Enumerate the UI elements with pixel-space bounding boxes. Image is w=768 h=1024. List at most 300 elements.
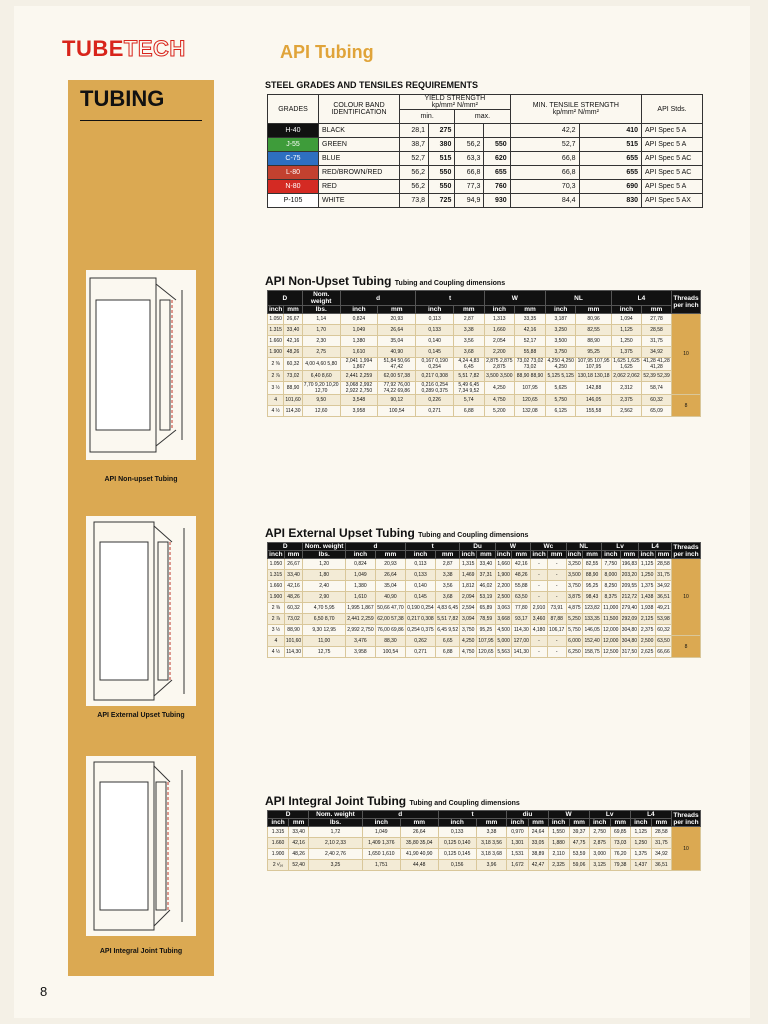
table-cell: 12,000	[601, 625, 620, 636]
table-cell: 62,00 57,38	[378, 371, 416, 382]
integral-group-header: W	[548, 811, 589, 819]
table-cell: 101,60	[284, 636, 303, 647]
table-cell: 142,88	[576, 382, 611, 395]
table-cell: 35,80 35,04	[400, 838, 438, 849]
table-cell: -	[547, 592, 566, 603]
nonupset-unit-header: inch	[611, 306, 641, 314]
table-cell: 0,824	[340, 314, 377, 325]
table-cell: 155,58	[576, 406, 611, 417]
table-cell: 1,70	[302, 325, 340, 336]
table-cell: 9,30 12,95	[303, 625, 346, 636]
table-cell: 0,145	[416, 347, 453, 358]
table-cell: 35,04	[375, 581, 405, 592]
external-upset-title: API External Upset Tubing Tubing and Coupling dimensions	[265, 526, 529, 540]
external-group-header: Nom. weight	[304, 543, 344, 550]
table-cell: 82,55	[583, 559, 602, 570]
table-row	[268, 603, 701, 614]
external-unit-header: inch	[405, 551, 435, 559]
table-cell: 2,110	[548, 849, 569, 860]
table-cell: 73,02	[284, 371, 302, 382]
table-cell: 98,43	[583, 592, 602, 603]
steel-cell-t_kp: 66,8	[510, 152, 579, 166]
steel-cell-grade: P-105	[268, 194, 319, 208]
table-cell: 26,64	[400, 827, 438, 838]
integral-unit-header: mm	[610, 819, 630, 827]
table-row	[268, 570, 701, 581]
nonupset-group-header: Threads per inch	[672, 291, 701, 314]
table-row	[268, 347, 701, 358]
table-cell: 3,548	[340, 395, 377, 406]
table-cell: 39,37	[569, 827, 589, 838]
table-cell: 6,45 9,52	[436, 625, 460, 636]
table-cell: 1.050	[268, 314, 284, 325]
table-cell: 28,58	[642, 325, 672, 336]
integral-joint-drawing	[86, 756, 196, 936]
table-cell: 3,38	[476, 827, 507, 838]
steel-cell-color: WHITE	[319, 194, 400, 208]
steel-cell-t_n: 690	[579, 180, 641, 194]
table-cell: 5,125 5,125	[546, 371, 576, 382]
table-cell: 52,39 52,39	[642, 371, 672, 382]
table-row	[268, 592, 701, 603]
steel-cell-std: API Spec 5 AX	[642, 194, 703, 208]
table-cell: 7,70 9,20 10,20 12,70	[303, 382, 339, 394]
table-cell: 88,90 88,90	[514, 371, 545, 382]
table-cell: 9,50	[302, 395, 340, 406]
table-cell: -	[547, 647, 566, 658]
table-cell: 100,54	[375, 647, 405, 658]
integral-unit-header: mm	[569, 819, 589, 827]
table-cell: 26,67	[284, 314, 302, 325]
nonupset-unit-header: mm	[642, 306, 672, 314]
external-unit-header: inch	[601, 551, 620, 559]
table-cell: 1,660	[495, 559, 512, 570]
table-cell: 1,250	[630, 838, 651, 849]
integral-group-header: t	[438, 811, 507, 819]
table-cell: -	[531, 581, 548, 592]
table-cell: 0,125 0,145	[438, 849, 476, 860]
nonupset-group-header: W	[484, 291, 545, 306]
table-cell: 130,18 130,18	[576, 371, 611, 382]
table-cell: 12,500	[601, 647, 620, 658]
table-cell: 11,00	[303, 636, 346, 647]
nonupset-unit-header: mm	[453, 306, 484, 314]
table-cell: 3,56	[436, 581, 460, 592]
table-cell: 6,88	[436, 647, 460, 658]
table-cell: -	[531, 559, 548, 570]
table-cell: 3,38	[436, 570, 460, 581]
nonupset-group-header: t	[416, 291, 484, 306]
integral-unit-header: inch	[589, 819, 610, 827]
integral-group-header: Threads per inch	[673, 811, 699, 826]
table-cell: 1,438	[639, 592, 656, 603]
steel-cell-ymax_n	[484, 124, 510, 138]
table-cell: -	[547, 636, 566, 647]
table-cell: 127,00	[512, 636, 531, 647]
nonupset-unit-header: mm	[576, 306, 611, 314]
table-cell: 1,313	[484, 314, 514, 325]
table-cell: 8,375	[601, 592, 620, 603]
table-cell: 4 ½	[268, 647, 285, 658]
table-cell: -	[547, 570, 566, 581]
table-cell: 8,000	[601, 570, 620, 581]
table-cell: 0,145	[405, 592, 435, 603]
table-cell: 42,16	[512, 559, 531, 570]
table-cell: 55,88	[512, 581, 531, 592]
external-unit-header: mm	[583, 551, 602, 559]
table-cell: 63,50	[655, 636, 671, 647]
table-cell: 1,250	[639, 570, 656, 581]
table-cell: 42,47	[528, 860, 548, 871]
table-cell: -	[531, 570, 548, 581]
table-cell: 3,25	[309, 860, 363, 871]
table-cell: 5,200	[484, 406, 514, 417]
table-row	[268, 581, 701, 592]
table-cell: 51,84 50,66 47,42	[378, 358, 416, 371]
table-cell: 33,40	[477, 559, 496, 570]
table-cell: 60,32	[642, 395, 672, 406]
threads-cell: 8	[672, 395, 701, 417]
table-cell: 93,17	[512, 614, 531, 625]
steel-cell-t_n: 655	[579, 152, 641, 166]
table-cell: 44,48	[400, 860, 438, 871]
integral-group-header: L4	[630, 811, 671, 819]
table-cell: 95,25	[477, 625, 496, 636]
steel-row	[268, 166, 703, 180]
steel-row	[268, 194, 703, 208]
table-cell: 0,133	[405, 570, 435, 581]
table-cell: 0,140	[416, 336, 453, 347]
steel-cell-t_kp: 52,7	[510, 138, 579, 152]
integral-group-header: Nom. weight	[309, 811, 363, 819]
steel-cell-std: API Spec 5 A	[642, 138, 703, 152]
table-cell: 48,26	[512, 570, 531, 581]
table-cell: 79,38	[610, 860, 630, 871]
table-cell: 41,90 40,90	[400, 849, 438, 860]
table-cell: 2,312	[611, 382, 641, 395]
table-cell: 66,66	[655, 647, 671, 658]
table-cell: 1,409 1,376	[362, 838, 400, 849]
table-cell: 1,094	[611, 314, 641, 325]
steel-cell-ymax_kp: 63,3	[455, 152, 484, 166]
table-cell: 1,938	[639, 603, 656, 614]
table-cell: 304,80	[620, 625, 639, 636]
threads-cell: 10	[672, 559, 701, 636]
table-cell: 1.660	[268, 838, 289, 849]
integral-unit-header: inch	[630, 819, 651, 827]
external-unit-header: lbs.	[303, 551, 346, 559]
non-upset-diagram	[86, 270, 196, 460]
table-cell: 4,750	[484, 395, 514, 406]
table-cell: 100,54	[378, 406, 416, 417]
steel-cell-grade: J-55	[268, 138, 319, 152]
integral-unit-header: lbs.	[309, 819, 363, 827]
table-cell: 146,05	[576, 395, 611, 406]
steel-cell-ymin_n: 550	[429, 166, 455, 180]
table-cell: 2,500	[639, 636, 656, 647]
integral-unit-header: inch	[507, 819, 528, 827]
table-cell: 5,563	[495, 647, 512, 658]
steel-cell-std: API Spec 5 AC	[642, 166, 703, 180]
table-cell: 212,72	[620, 592, 639, 603]
nonupset-group-header: D	[268, 291, 303, 306]
table-cell: 3,38	[453, 325, 484, 336]
table-cell: 80,96	[576, 314, 611, 325]
table-cell: 12,75	[303, 647, 346, 658]
table-row	[268, 559, 701, 570]
table-cell: 40,90	[375, 592, 405, 603]
table-cell: 3,068 2,992 2,922 2,750	[340, 382, 377, 395]
table-cell: 78,59	[477, 614, 496, 625]
table-cell: 1,995 1,867	[345, 603, 375, 614]
table-cell: 48,26	[284, 592, 303, 603]
non-upset-table	[267, 290, 701, 417]
table-cell: 41,28 41,28 41,28	[643, 358, 670, 370]
external-group-header: NL	[566, 543, 601, 551]
table-cell: 95,25	[583, 581, 602, 592]
external-group-header: L4	[639, 543, 672, 551]
table-cell: 141,30	[512, 647, 531, 658]
table-cell: 3,68	[453, 347, 484, 358]
table-cell: 0,254 0,375	[405, 625, 435, 636]
nonupset-unit-header: lbs.	[302, 306, 340, 314]
table-row	[268, 358, 701, 371]
table-cell: 26,67	[284, 559, 303, 570]
table-cell: 88,90	[284, 625, 303, 636]
table-cell: 49,21	[655, 603, 671, 614]
table-cell: 6,40 8,60	[302, 371, 340, 382]
steel-cell-std: API Spec 5 AC	[642, 152, 703, 166]
steel-row	[268, 180, 703, 194]
table-cell: 2,094	[460, 592, 477, 603]
integral-joint-table	[267, 810, 701, 871]
table-cell: 34,92	[642, 347, 672, 358]
table-cell: 20,93	[375, 559, 405, 570]
table-cell: 1,125	[611, 325, 641, 336]
table-row	[268, 849, 701, 860]
table-cell: 4,250 4,250 4,250	[547, 358, 574, 370]
nonupset-group-header: L4	[611, 291, 671, 306]
table-cell: 3,668	[495, 614, 512, 625]
table-cell: 48,26	[284, 347, 302, 358]
table-cell: 0,133	[438, 827, 476, 838]
table-cell: 0,217 0,308	[416, 371, 453, 382]
table-cell: 1.900	[268, 849, 289, 860]
table-cell: 2,30	[302, 336, 340, 347]
steel-cell-ymax_kp: 56,2	[455, 138, 484, 152]
steel-cell-ymin_kp: 73,8	[400, 194, 429, 208]
table-cell: 3,875	[566, 592, 583, 603]
table-cell: 2,441 2,259	[340, 371, 377, 382]
integral-unit-header: inch	[548, 819, 569, 827]
table-cell: 53,59	[569, 849, 589, 860]
table-cell: 5,74	[453, 395, 484, 406]
external-group-header: Threads per inch	[673, 543, 699, 558]
sidebar-heading: TUBING	[80, 86, 165, 111]
table-cell: 1.315	[268, 325, 284, 336]
nonupset-group-header: d	[340, 291, 416, 306]
table-cell: 2 ¹⁄₁₆	[268, 860, 289, 871]
integral-group-header: D	[268, 811, 309, 819]
table-cell: 2,562	[611, 406, 641, 417]
table-cell: 1,125	[639, 559, 656, 570]
col-std: API Stds.	[642, 95, 703, 124]
table-cell: 0,156	[438, 860, 476, 871]
table-cell: 120,65	[477, 647, 496, 658]
col-tensile: MIN. TENSILE STRENGTH kp/mm² N/mm²	[510, 95, 641, 124]
external-group-header: D	[268, 543, 303, 551]
external-unit-header: mm	[477, 551, 496, 559]
steel-cell-t_n: 515	[579, 138, 641, 152]
table-cell: 6,65	[436, 636, 460, 647]
table-cell: 1,880	[548, 838, 569, 849]
steel-cell-ymax_kp	[455, 124, 484, 138]
table-cell: 2,325	[548, 860, 569, 871]
table-row	[268, 647, 701, 658]
steel-cell-color: RED	[319, 180, 400, 194]
external-upset-diagram	[86, 516, 196, 706]
table-cell: 76,00 69,86	[375, 625, 405, 636]
table-cell: 12,60	[302, 406, 340, 417]
table-cell: 0,970	[507, 827, 528, 838]
external-unit-header: inch	[640, 551, 654, 558]
page-number: 8	[40, 984, 48, 999]
table-cell: 50,66 47,70	[375, 603, 405, 614]
table-cell: 1,531	[507, 849, 528, 860]
table-cell: 4,70 5,95	[303, 603, 346, 614]
table-cell: 42,16	[289, 838, 309, 849]
table-cell: 107,95	[477, 636, 496, 647]
table-cell: 28,58	[651, 827, 671, 838]
external-unit-header: inch	[461, 551, 475, 558]
table-cell: 1,900	[495, 570, 512, 581]
table-cell: 60,32	[284, 603, 303, 614]
steel-cell-ymin_kp: 38,7	[400, 138, 429, 152]
table-cell: 1,469	[460, 570, 477, 581]
table-cell: 5,51 7,82	[436, 614, 460, 625]
table-cell: 36,51	[655, 592, 671, 603]
steel-cell-t_kp: 66,8	[510, 166, 579, 180]
external-upset-drawing	[86, 516, 196, 706]
table-cell: 6,250	[566, 647, 583, 658]
table-cell: 55,88	[514, 347, 545, 358]
table-cell: 1,049	[340, 325, 377, 336]
table-cell: 1,672	[507, 860, 528, 871]
table-cell: 38,89	[528, 849, 548, 860]
steel-cell-grade: C-75	[268, 152, 319, 166]
table-cell: 1,049	[345, 570, 375, 581]
table-cell: 0,271	[405, 647, 435, 658]
table-cell: 4,250	[484, 382, 514, 395]
integral-unit-header: inch	[268, 819, 289, 827]
steel-cell-t_kp: 42,2	[510, 124, 579, 138]
table-row	[268, 860, 701, 871]
steel-cell-ymax_kp: 94,9	[455, 194, 484, 208]
table-row	[268, 325, 701, 336]
table-cell: 2 ⅞	[268, 614, 285, 625]
table-cell: 42,16	[284, 336, 302, 347]
external-unit-header: mm	[620, 551, 639, 559]
brand-logo: TUBETECH	[62, 36, 186, 61]
steel-cell-grade: L-80	[268, 166, 319, 180]
external-upset-table	[267, 542, 701, 658]
table-cell: 0,216 0,254 0,289 0,375	[416, 382, 453, 395]
nonupset-group-header: Nom. weight	[302, 291, 340, 306]
table-cell: -	[547, 581, 566, 592]
table-cell: 2,375	[611, 395, 641, 406]
table-cell: 77,92 76,00 74,22 69,86	[378, 382, 416, 395]
external-unit-header: inch	[567, 551, 582, 558]
table-cell: 0,262	[405, 636, 435, 647]
table-cell: 58,74	[642, 382, 672, 395]
table-cell: 1,375	[630, 849, 651, 860]
table-cell: 3,750	[546, 347, 576, 358]
table-cell: 65,09	[642, 406, 672, 417]
table-row	[268, 636, 701, 647]
table-cell: 2,200	[495, 581, 512, 592]
table-cell: 0,125 0,140	[438, 838, 476, 849]
external-unit-header: mm	[655, 551, 671, 559]
table-cell: 2,40	[303, 581, 346, 592]
table-cell: 114,30	[512, 625, 531, 636]
external-unit-header: mm	[512, 551, 531, 559]
steel-cell-color: BLACK	[319, 124, 400, 138]
table-cell: 158,75	[583, 647, 602, 658]
non-upset-title: API Non-Upset Tubing Tubing and Coupling dimensions	[265, 274, 506, 288]
table-cell: 2 ⅜	[268, 603, 285, 614]
table-cell: 12,000	[601, 636, 620, 647]
table-cell: 40,90	[378, 347, 416, 358]
sidebar	[68, 80, 214, 976]
external-unit-header: mm	[547, 551, 566, 559]
nonupset-unit-header: inch	[340, 306, 377, 314]
table-cell: 31,75	[642, 336, 672, 347]
nonupset-unit-header: mm	[514, 306, 545, 314]
table-cell: 5,51 7,82	[453, 371, 484, 382]
table-cell: 304,80	[620, 636, 639, 647]
table-cell: 1,610	[345, 592, 375, 603]
table-cell: 6,125	[546, 406, 576, 417]
steel-cell-t_kp: 70,3	[510, 180, 579, 194]
table-cell: 1,812	[460, 581, 477, 592]
catalog-page	[14, 6, 750, 1018]
table-cell: 114,30	[284, 406, 302, 417]
col-colour: COLOUR BAND IDENTIFICATION	[319, 95, 400, 124]
table-cell: 2,200	[484, 347, 514, 358]
table-cell: 4 ½	[268, 406, 284, 417]
table-cell: 3,063	[495, 603, 512, 614]
table-cell: 2,750	[589, 827, 610, 838]
external-group-header: t	[405, 543, 459, 551]
external-unit-header: mm	[284, 551, 303, 559]
table-cell: 0,226	[416, 395, 453, 406]
steel-row	[268, 152, 703, 166]
table-cell: 26,64	[375, 570, 405, 581]
integral-unit-header: mm	[651, 819, 671, 827]
steel-cell-std: API Spec 5 A	[642, 180, 703, 194]
table-cell: 73,02	[284, 614, 303, 625]
table-cell: 0,190 0,254	[405, 603, 435, 614]
sidebar-rule	[80, 120, 202, 121]
table-cell: 2,062 2,062	[611, 371, 641, 382]
nonupset-unit-header: inch	[484, 306, 514, 314]
table-cell: 63,50	[512, 592, 531, 603]
steel-cell-ymin_n: 380	[429, 138, 455, 152]
table-cell: 69,85	[610, 827, 630, 838]
integral-unit-header: inch	[438, 819, 476, 827]
table-cell: 2,375	[639, 625, 656, 636]
table-cell: 28,58	[655, 559, 671, 570]
